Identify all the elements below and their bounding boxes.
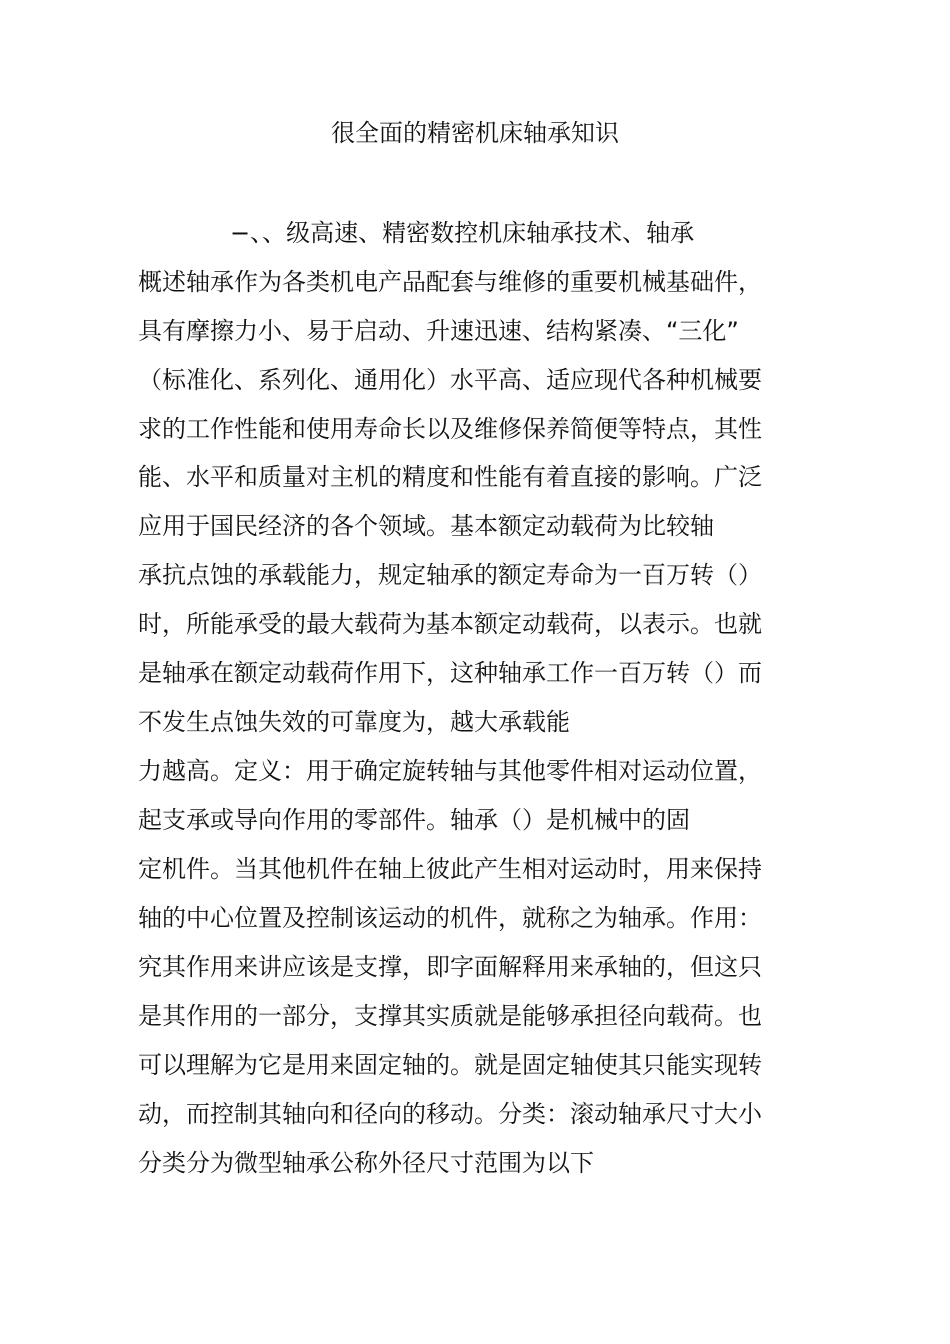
body-line: 轴的中心位置及控制该运动的机件，就称之为轴承。作用： (138, 904, 762, 932)
body-line: 定机件。当其他机件在轴上彼此产生相对运动时，用来保持 (138, 855, 762, 883)
body-line: 究其作用来讲应该是支撑，即字面解释用来承轴的，但这只 (138, 953, 762, 981)
body-line: 承抗点蚀的承载能力，规定轴承的额定寿命为一百万转（） (138, 561, 762, 589)
body-line: 应用于国民经济的各个领域。基本额定动载荷为比较轴 (138, 512, 714, 540)
body-line: 求的工作性能和使用寿命长以及维修保养简便等特点，其性 (138, 415, 762, 443)
body-line: 分类分为微型轴承公称外径尺寸范围为以下 (138, 1149, 594, 1177)
body-line: 时，所能承受的最大载荷为基本额定动载荷，以表示。也就 (138, 610, 762, 638)
body-line: 能、水平和质量对主机的精度和性能有着直接的影响。广泛 (138, 463, 762, 491)
body-line: 动，而控制其轴向和径向的移动。分类：滚动轴承尺寸大小 (138, 1100, 762, 1128)
body-line: 不发生点蚀失效的可靠度为，越大承载能 (138, 708, 570, 736)
body-line: （标准化、系列化、通用化）水平高、适应现代各种机械要 (138, 366, 762, 394)
body-line: 力越高。定义：用于确定旋转轴与其他零件相对运动位置， (138, 757, 762, 785)
body-line: 概述轴承作为各类机电产品配套与维修的重要机械基础件， (138, 268, 762, 296)
page-title: 很全面的精密机床轴承知识 (331, 119, 619, 147)
body-line: 可以理解为它是用来固定轴的。就是固定轴使其只能实现转 (138, 1051, 762, 1079)
body-line: 是轴承在额定动载荷作用下，这种轴承工作一百万转（）而 (138, 659, 762, 687)
body-line: 是其作用的一部分，支撑其实质就是能够承担径向载荷。也 (138, 1002, 762, 1030)
section-heading: −、、级高速、精密数控机床轴承技术、轴承 (230, 219, 695, 247)
body-line: 具有摩擦力小、易于启动、升速迅速、结构紧凑、“三化” (138, 317, 739, 345)
body-line: 起支承或导向作用的零部件。轴承（）是机械中的固 (138, 806, 690, 834)
